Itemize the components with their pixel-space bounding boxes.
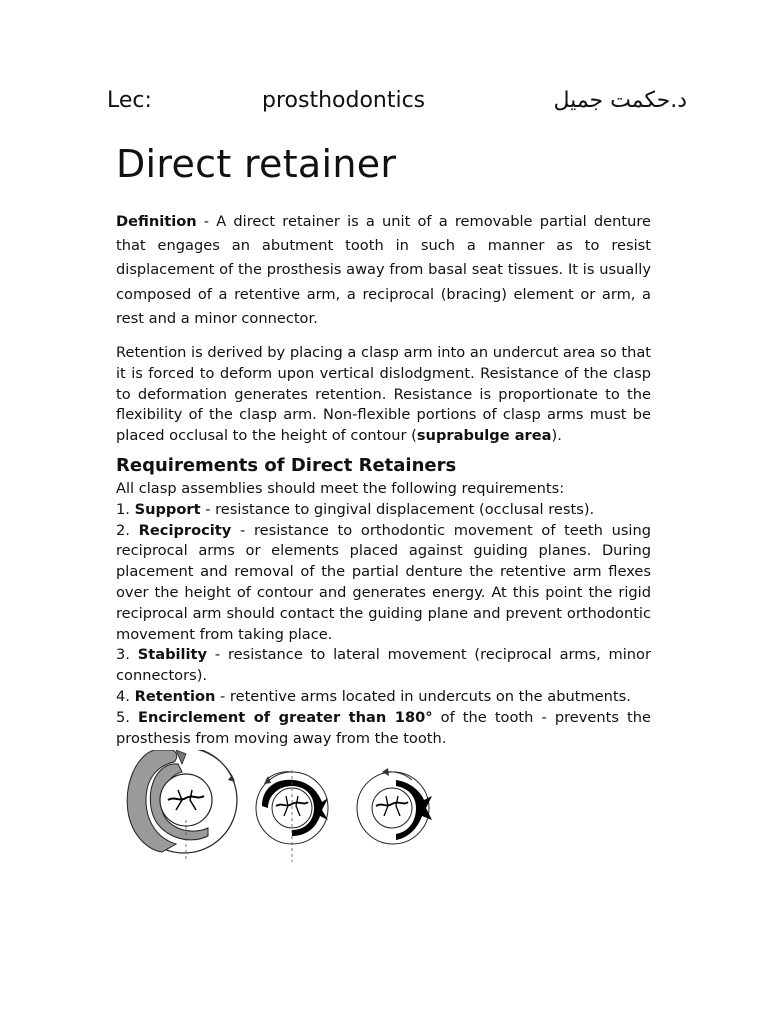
requirement-text: of the tooth - prevents the prosthesis from moving away from the tooth. — [116, 708, 651, 747]
retention-text-before: Retention is derived by placing a clasp arm into an undercut area so that it is forced to deform upon vertical dislodgment. Resistance of the clasp to deformation generates retention. Resistance is proportionate to the flexibility of the clasp arm. Non-flexible portions of clasp arms must be placed occlusal to the height of contour ( — [116, 344, 651, 445]
retention-bold-term: suprabulge area — [416, 427, 552, 445]
requirement-number: 4. — [116, 687, 135, 705]
clasp-diagrams-svg — [116, 750, 446, 865]
retention-text-after: ). — [551, 427, 562, 445]
requirement-term: Support — [134, 500, 201, 518]
requirement-item — [116, 645, 651, 687]
requirement-term: Reciprocity — [138, 521, 232, 539]
page-header — [107, 88, 687, 122]
lecture-label: Lec: — [107, 88, 152, 113]
definition-paragraph — [116, 210, 651, 331]
requirement-item — [116, 687, 651, 708]
definition-term: Definition — [116, 213, 197, 230]
requirements-intro: All clasp assemblies should meet the following requirements: — [116, 480, 565, 497]
document-body — [116, 210, 651, 749]
requirement-number: 5. — [116, 708, 139, 726]
retention-paragraph — [116, 343, 651, 447]
requirement-number: 3. — [116, 646, 138, 664]
requirement-number: 2. — [116, 521, 139, 539]
requirement-text: - retentive arms located in undercuts on the abutments. — [215, 687, 631, 705]
requirement-text: - resistance to lateral movement (reciprocal arms, minor connectors). — [116, 646, 651, 685]
requirement-number: 1. — [116, 500, 135, 518]
definition-text: - A direct retainer is a unit of a removable partial denture that engages an abutment tooth in such a manner as to resist displacement of the prosthesis away from basal seat tissues. It is usually composed of a retentive arm, a reciprocal (bracing) element or arm, a rest and a minor connector. — [116, 213, 651, 327]
author-name: د.حكمت جميل — [553, 88, 687, 113]
requirement-term: Encirclement of greater than 180° — [138, 708, 433, 726]
subject-label: prosthodontics — [262, 88, 426, 113]
clasp-diagram-2 — [256, 770, 328, 862]
requirement-item — [116, 521, 651, 646]
clasp-diagram-1 — [127, 750, 237, 862]
requirement-term: Stability — [137, 646, 208, 664]
page-title: Direct retainer — [116, 142, 397, 186]
requirement-text: - resistance to orthodontic movement of teeth using reciprocal arms or elements placed against guiding planes. During placement and removal of the partial denture the retentive arm flexes over the height of contour and generates energy. At this point the rigid reciprocal arm should contact the guiding plane and prevent orthodontic movement from taking place. — [116, 521, 651, 643]
clasp-diagram-3 — [357, 768, 432, 844]
requirement-term: Retention — [134, 687, 216, 705]
requirement-text: - resistance to gingival displacement (occlusal rests). — [200, 500, 595, 518]
requirement-item — [116, 708, 651, 750]
requirement-item — [116, 500, 651, 521]
clasp-illustrations — [116, 750, 446, 865]
requirements-heading: Requirements of Direct Retainers — [116, 455, 457, 476]
